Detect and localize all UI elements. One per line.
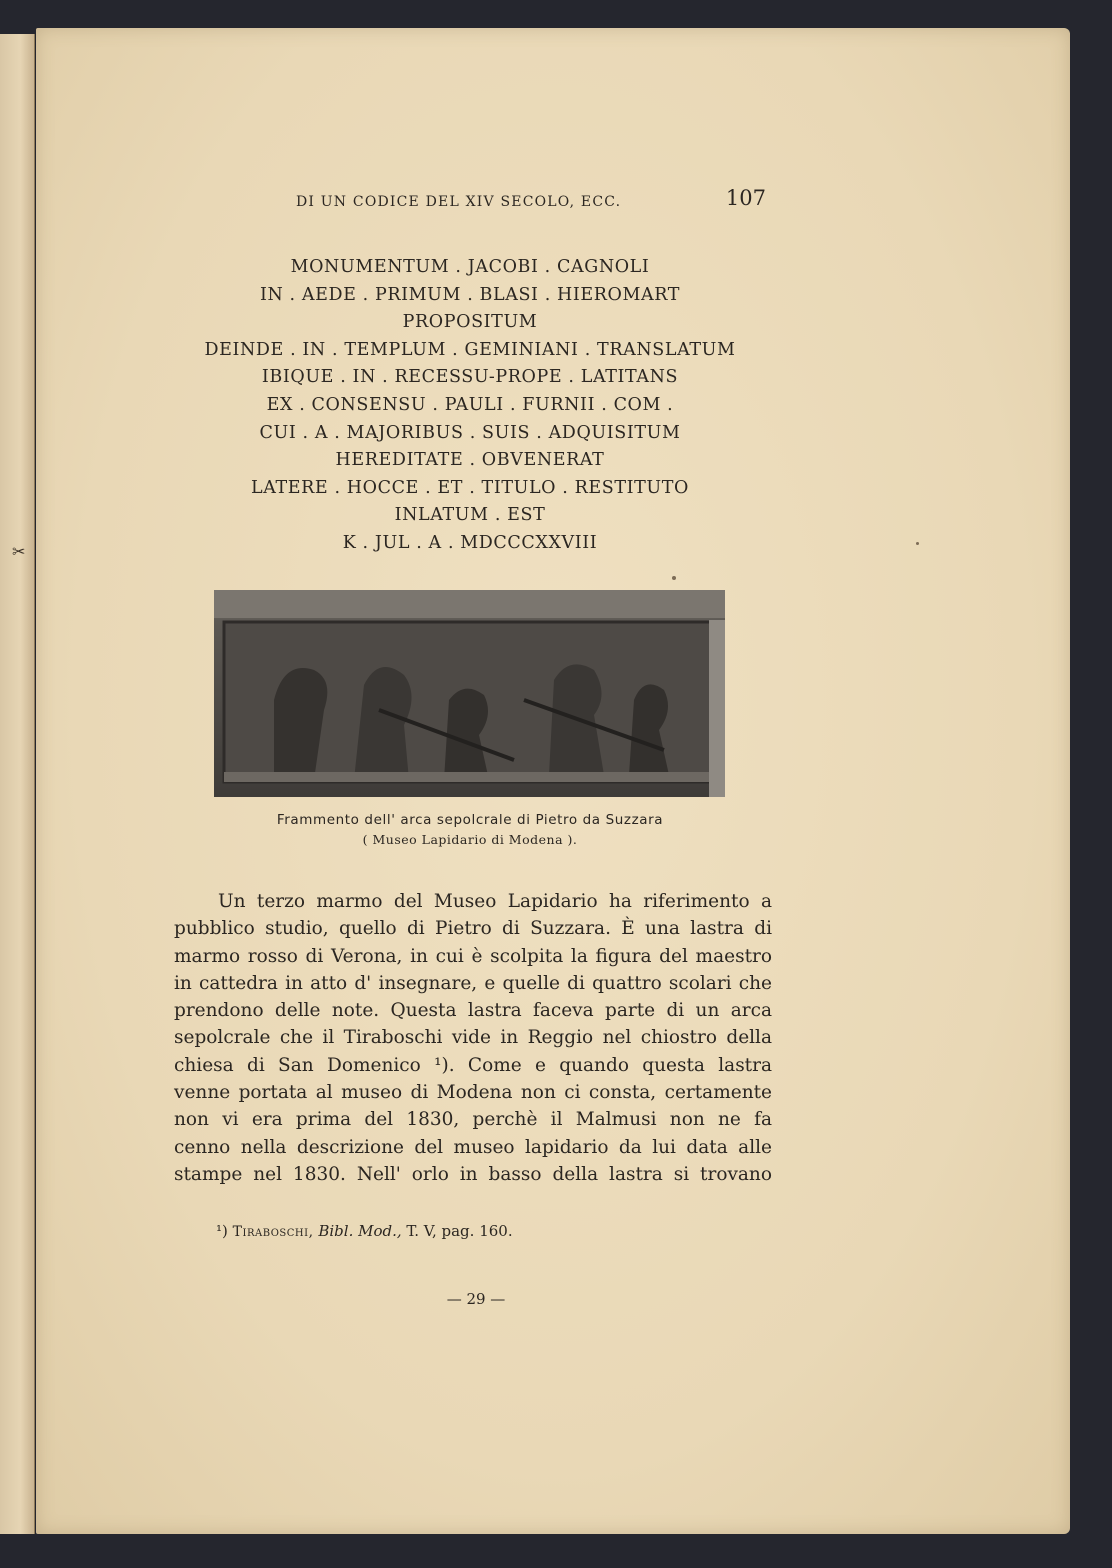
footnote-author: Tiraboschi, bbox=[232, 1224, 314, 1240]
binding-mark: ✂ bbox=[12, 542, 26, 561]
caption-title: Frammento dell' arca sepolcrale di Pietro da Suzzara bbox=[276, 812, 664, 828]
inscription-line: INLATUM . EST bbox=[394, 505, 546, 526]
text-line: marmo rosso di Verona, in cui è scolpita la figura del maestro bbox=[174, 945, 772, 967]
footnote-marker: ¹) bbox=[216, 1222, 228, 1240]
footnote-reference: T. V, pag. 160. bbox=[406, 1222, 513, 1240]
running-head bbox=[296, 186, 770, 218]
page-number: 107 bbox=[725, 186, 766, 210]
paper-speck bbox=[916, 542, 919, 545]
paper-speck bbox=[672, 576, 676, 580]
text-line: chiesa di San Domenico ¹). Come e quando questa lastra bbox=[174, 1054, 772, 1076]
inscription-line: IBIQUE . IN . RECESSU-PROPE . LATITANS bbox=[261, 367, 679, 388]
inscription-line: CUI . A . MAJORIBUS . SUIS . ADQUISITUM bbox=[259, 422, 681, 443]
body-paragraph bbox=[174, 888, 772, 1188]
inscription-line: HEREDITATE . OBVENERAT bbox=[335, 450, 605, 471]
text-line: prendono delle note. Questa lastra faceva parte di un arca bbox=[174, 1000, 772, 1022]
text-line: sepolcrale che il Tiraboschi vide in Reggio nel chiostro della bbox=[174, 1027, 772, 1049]
footnote bbox=[216, 1222, 513, 1240]
inscription-line: IN . AEDE . PRIMUM . BLASI . HIEROMART bbox=[259, 284, 681, 305]
inscription-line: MONUMENTUM . JACOBI . CAGNOLI bbox=[290, 257, 650, 277]
running-title: DI UN CODICE DEL XIV SECOLO, ECC. bbox=[296, 194, 622, 210]
text-line: pubblico studio, quello di Pietro di Suzzara. È una lastra di bbox=[174, 918, 772, 940]
left-page-edge bbox=[0, 34, 35, 1534]
text-line: non vi era prima del 1830, perchè il Malmusi non ne fa bbox=[174, 1109, 772, 1131]
relief-image bbox=[214, 590, 725, 797]
text-line: stampe nel 1830. Nell' orlo in basso della lastra si trovano bbox=[174, 1163, 772, 1185]
text-line: venne portata al museo di Modena non ci consta, certamente bbox=[174, 1082, 772, 1104]
inscription-line: K . JUL . A . MDCCCXXVIII bbox=[342, 532, 598, 553]
footnote-work: Bibl. Mod., bbox=[318, 1222, 402, 1240]
relief-photograph bbox=[214, 590, 725, 797]
text-line: Un terzo marmo del Museo Lapidario ha riferimento a bbox=[218, 891, 772, 912]
printer-signature: — 29 — bbox=[446, 1290, 506, 1308]
inscription-line: EX . CONSENSU . PAULI . FURNII . COM . bbox=[266, 394, 674, 415]
epigraph-inscription bbox=[170, 254, 770, 558]
text-line: in cattedra in atto d' insegnare, e quelle di quattro scolari che bbox=[174, 972, 772, 994]
inscription-line: LATERE . HOCCE . ET . TITULO . RESTITUTO bbox=[250, 477, 689, 498]
inscription-line: DEINDE . IN . TEMPLUM . GEMINIANI . TRANSLATUM bbox=[204, 339, 736, 360]
inscription-line: PROPOSITUM bbox=[402, 312, 538, 333]
caption-source: ( Museo Lapidario di Modena ). bbox=[362, 832, 578, 847]
text-line: cenno nella descrizione del museo lapidario da lui data alle bbox=[174, 1136, 772, 1158]
figure-caption bbox=[170, 812, 770, 847]
